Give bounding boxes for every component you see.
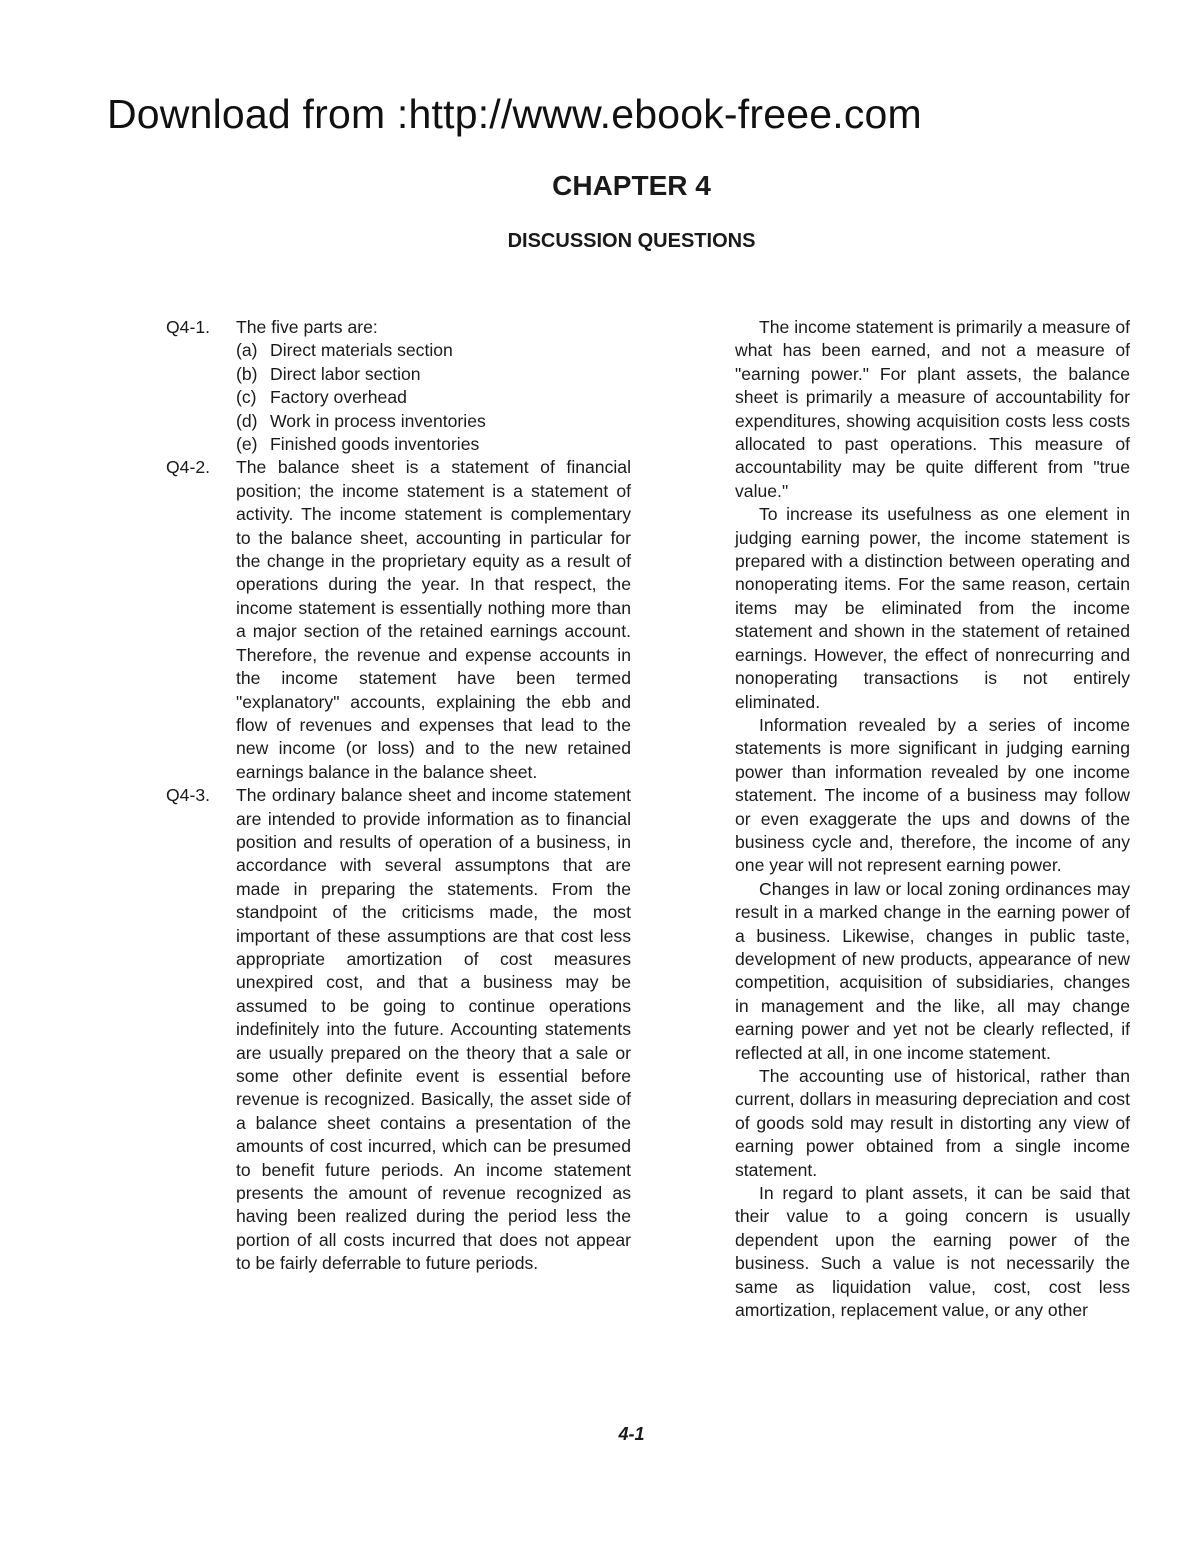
question-answer: The balance sheet is a statement of financial position; the income statement is a statement of activity. The income statement is complementary to the balance sheet, accounting in particular for the change in the proprietary equity as a result of operations during the year. In that respect, the income statement is essentially nothing more than a major section of the retained earnings account. Therefore, the revenue and expense accounts in the income statement have been termed "explanatory" accounts, explaining the ebb and flow of revenues and expenses that lead to the new income (or loss) and to the new retained earnings balance in the balance sheet. — [236, 457, 631, 782]
section-title: DISCUSSION QUESTIONS — [507, 230, 756, 252]
question-q4-3 — [166, 784, 631, 1276]
paragraph: The accounting use of historical, rather than current, dollars in measuring depreciation and cost of goods sold may result in distorting any view of earning power obtained from a single income statement. — [735, 1066, 1130, 1180]
chapter-title: CHAPTER 4 — [552, 170, 711, 201]
list-item: (c) Factory overhead — [236, 387, 407, 408]
paragraph: Changes in law or local zoning ordinances may result in a marked change in the earning power of a business. Likewise, changes in public taste, development of new products, appearance of new competition, acquisition of subsidiaries, changes in management and the like, all may change earning power and yet not be clearly reflected, if reflected at all, in one income statement. — [735, 878, 1130, 1063]
question-q4-2 — [166, 456, 631, 784]
paragraph: The income statement is primarily a measure of what has been earned, and not a measure of "earning power." For plant assets, the balance sheet is primarily a measure of accountability for expenditures, showing acquisition costs less costs allocated to past operations. This measure of accountability may be quite different from "true value." — [735, 317, 1130, 501]
parts-list — [236, 339, 631, 456]
paragraph: To increase its usefulness as one element in judging earning power, the income statement is prepared with a distinction between operating and nonoperating items. For the same reason, certain items may be eliminated from the income statement and shown in the statement of retained earnings. However, the effect of nonrecurring and nonoperating transactions is not entirely eliminated. — [735, 504, 1130, 712]
right-column — [735, 316, 1130, 1322]
question-label: Q4-2. — [166, 457, 211, 478]
page-number: 4-1 — [618, 1424, 645, 1444]
list-item: (a) Direct materials section — [236, 340, 453, 361]
question-answer: The ordinary balance sheet and income statement are intended to provide information as to financial position and results of operation of a business, in accordance with several assumptons that are made in preparing the statements. From the standpoint of the criticisms made, the most important of these assumptions are that cost less appropriate amortization of cost measures unexpired cost, and that a business may be assumed to be going to continue operations indefinitely into the future. Accounting statements are usually prepared on the theory that a sale or some other definite event is essential before revenue is recognized. Basically, the asset side of a balance sheet contains a presentation of the amounts of cost incurred, which can be presumed to benefit future periods. An income statement presents the amount of revenue recognized as having been realized during the period less the portion of all costs incurred that does not appear to be fairly deferrable to future periods. — [236, 785, 631, 1274]
question-q4-1 — [166, 316, 631, 456]
list-item: (e) Finished goods inventories — [236, 434, 480, 455]
question-intro: The five parts are: — [236, 317, 378, 337]
question-label: Q4-1. — [166, 317, 211, 337]
list-item: (d) Work in process inventories — [236, 410, 486, 431]
download-banner: Download from :http://www.ebook-freee.com — [107, 91, 922, 137]
list-item: (b) Direct labor section — [236, 363, 421, 384]
left-column — [166, 316, 631, 1276]
question-label: Q4-3. — [166, 785, 211, 806]
paragraph: In regard to plant assets, it can be said that their value to a going concern is usually dependent upon the earning power of the business. Such a value is not necessarily the same as liquidation value, cost, cost less amortization, replacement value, or any other — [735, 1183, 1130, 1321]
paragraph: Information revealed by a series of income statements is more significant in judging earning power than information revealed by one income statement. The income of a business may follow or even exaggerate the ups and downs of the business cycle and, therefore, the income of any one year will not represent earning power. — [735, 714, 1130, 876]
